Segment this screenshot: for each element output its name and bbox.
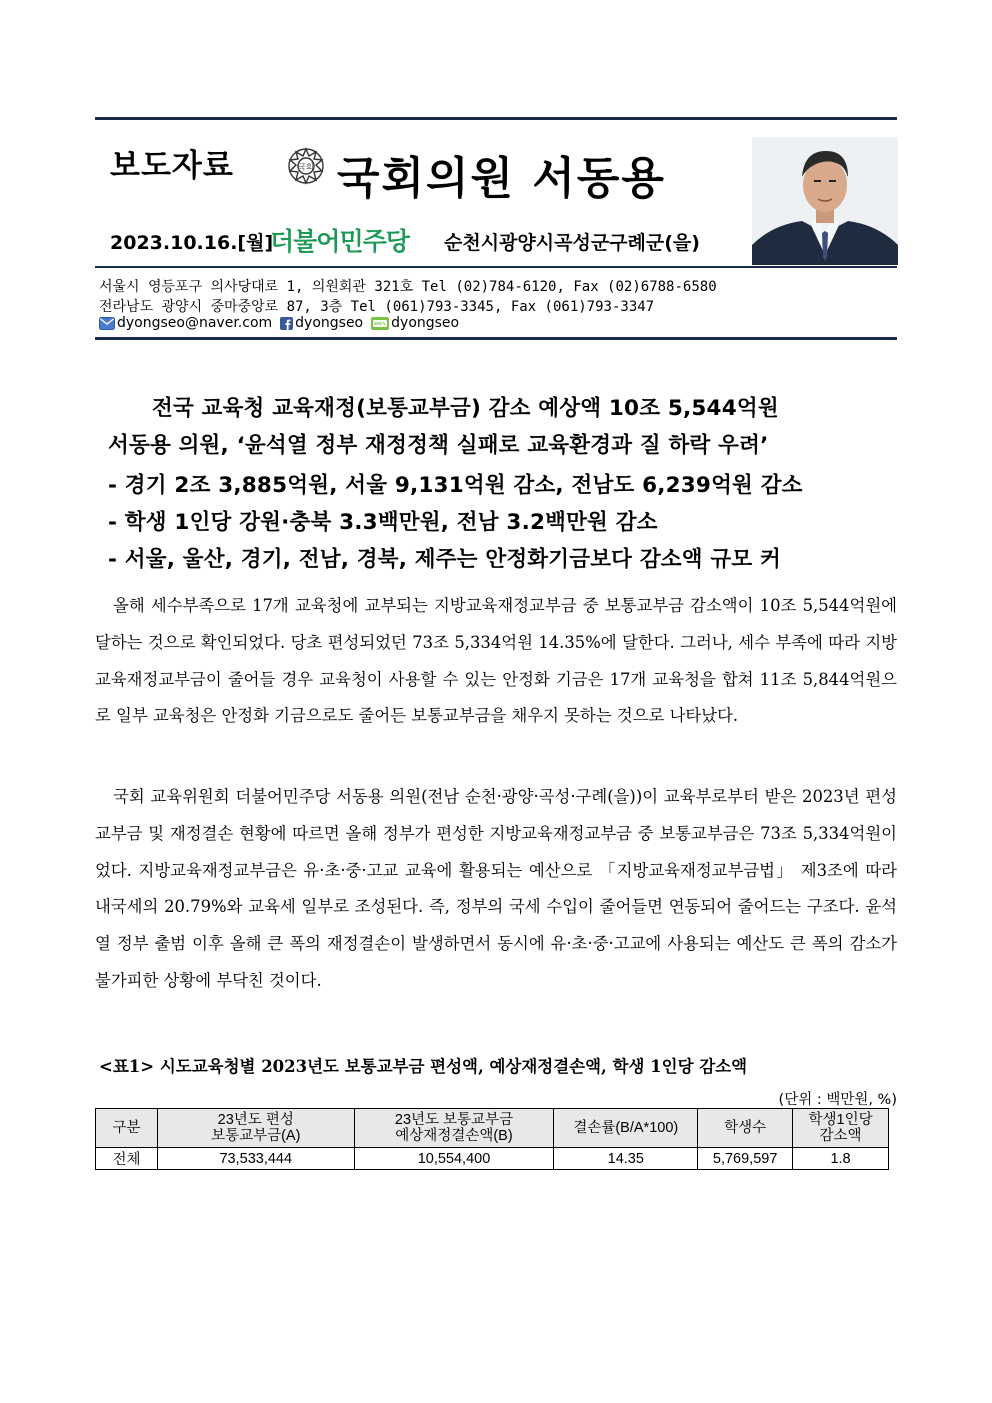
party-logo-text: 더불어민주당 (270, 227, 409, 256)
seoul-office-address: 서울시 영등포구 의사당대로 1, 의원회관 321호 Tel (02)784-6120, Fax (02)6788-6580 (99, 279, 717, 295)
district-name: 순천시광양시곡성군구례군(을) (444, 232, 700, 254)
header-top-rule (95, 117, 897, 120)
headline-quote: 서동용 의원, ‘윤석열 정부 재정정책 실패로 교육환경과 질 하락 우려’ (108, 433, 769, 458)
mail-icon (99, 317, 115, 330)
table-header-row (96, 1109, 889, 1148)
body-paragraph-2: 국회 교육위원회 더불어민주당 서동용 의원(전남 순천·광양·곡성·구례(을))이 교육부로부터 받은 2023년 편성 교부금 및 재정결손 현황에 따르면 올해 정부가 편성한 지방교육재정교부금 중 보통교부금은 73조 5,334억원이었다. 지방교육재정교부금은 유·초·중·고교 교육에 활용되는 예산으로 「지방교육재정교부금법」 제3조에 따라 내국세의 20.79%와 교육세 일부로 조성된다. 즉, 정부의 국세 수입이 줄어들면 연동되어 줄어드는 구조다. 윤석열 정부 출범 이후 올해 큰 폭의 재정결손이 발생하면서 동시에 유·초·중·고교에 사용되는 예산도 큰 폭의 감소가 불가피한 상황에 부닥친 것이다. (95, 787, 897, 990)
headline-bullet-3: - 서울, 울산, 경기, 전남, 경북, 제주는 안정화기금보다 감소액 규모 커 (108, 547, 782, 572)
emblem-text: 국회 (298, 162, 314, 172)
header-middle-rule (95, 266, 897, 268)
header-deficit-rate: 결손률(B/A*100) (554, 1109, 698, 1148)
headline-bullet-1: - 경기 2조 3,885억원, 서울 9,131억원 감소, 전남도 6,239억원 감소 (108, 473, 803, 498)
email-address[interactable]: dyongseo@naver.com (117, 315, 273, 331)
facebook-icon (280, 317, 293, 330)
header-bottom-rule (95, 337, 897, 340)
cell-student-count: 5,769,597 (698, 1148, 793, 1170)
cell-per-student-decrease: 1.8 (793, 1148, 889, 1170)
header-expected-deficit: 23년도 보통교부금 예상재정결손액(B) (354, 1109, 554, 1148)
contact-links (99, 315, 467, 331)
cell-expected-deficit: 10,554,400 (354, 1148, 554, 1170)
blog-contact[interactable] (371, 315, 459, 331)
facebook-handle[interactable]: dyongseo (295, 315, 364, 331)
regional-office-address: 전라남도 광양시 중마중앙로 87, 3층 Tel (061)793-3345, Fax (061)793-3347 (99, 299, 655, 315)
table-caption: <표1> 시도교육청별 2023년도 보통교부금 편성액, 예상재정결손액, 학생 1인당 감소액 (99, 1057, 748, 1076)
header-per-student-decrease: 학생1인당 감소액 (793, 1109, 889, 1148)
release-date: 2023.10.16.[월] (110, 232, 274, 254)
headline-main: 전국 교육청 교육재정(보통교부금) 감소 예상액 10조 5,544억원 (152, 396, 779, 421)
header-allocated-grant: 23년도 편성 보통교부금(A) (157, 1109, 354, 1148)
email-contact[interactable] (99, 315, 272, 331)
member-portrait (752, 137, 898, 265)
headline-bullet-2: - 학생 1인당 강원·충북 3.3백만원, 전남 3.2백만원 감소 (108, 510, 658, 535)
body-paragraph-1: 올해 세수부족으로 17개 교육청에 교부되는 지방교육재정교부금 중 보통교부금 감소액이 10조 5,544억원에 달하는 것으로 확인되었다. 당초 편성되었던 73조 5,334억원 14.35%에 달한다. 그러나, 세수 부족에 따라 지방교육재정교부금이 줄어들 경우 교육청이 사용할 수 있는 안정화 기금은 17개 교육청을 합쳐 11조 5,844억원으로 일부 교육청은 안정화 기금으로도 줄어든 보통교부금을 채우지 못하는 것으로 나타났다. (95, 596, 897, 726)
blog-icon (371, 317, 389, 330)
blog-handle[interactable]: dyongseo (391, 315, 460, 331)
cell-deficit-rate: 14.35 (554, 1148, 698, 1170)
cell-category: 전체 (96, 1148, 158, 1170)
cell-allocated-grant: 73,533,444 (157, 1148, 354, 1170)
table-unit-note: (단위 : 백만원, %) (778, 1092, 897, 1108)
budget-table (95, 1108, 889, 1170)
member-title: 국회의원 서동용 (337, 153, 666, 204)
header-category: 구분 (96, 1109, 158, 1148)
header-student-count: 학생수 (698, 1109, 793, 1148)
national-assembly-emblem-icon (286, 146, 326, 186)
facebook-contact[interactable] (280, 315, 363, 331)
table-row (96, 1148, 889, 1170)
press-release-label: 보도자료 (110, 148, 234, 184)
